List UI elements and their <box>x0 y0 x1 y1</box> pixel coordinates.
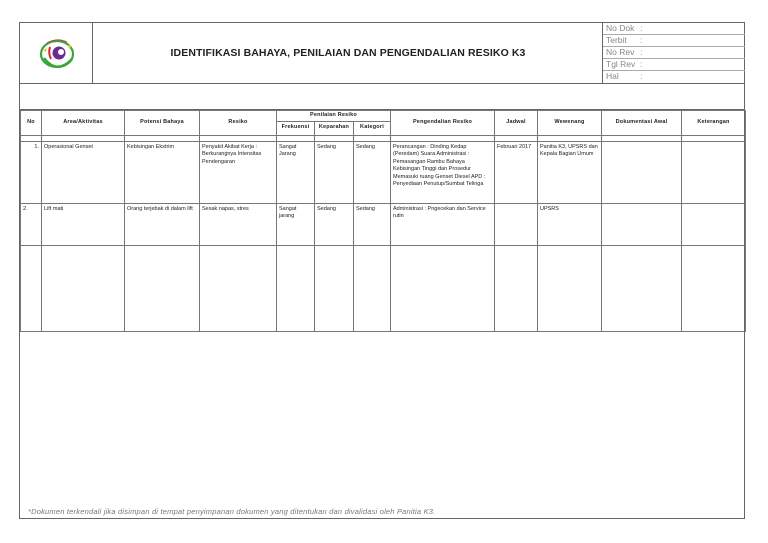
meta-value: : <box>640 23 643 33</box>
meta-no-rev <box>603 47 745 59</box>
table-row <box>21 245 746 331</box>
col-header-area: Area/Aktivitas <box>42 111 125 136</box>
meta-label: No Rev <box>606 47 635 57</box>
cell-keparahan: Sedang <box>315 141 354 203</box>
cell-jadwal: Februari 2017 <box>495 141 538 203</box>
table-row <box>21 203 746 245</box>
meta-tgl-rev <box>603 59 745 71</box>
col-header-keterangan: Keterangan <box>682 111 746 136</box>
meta-label: Tgl Rev <box>606 59 636 69</box>
meta-label: Terbit <box>606 35 627 45</box>
cell-resiko: Penyakit Akibat Kerja : Berkurangnya Intensitas Pendengaran <box>200 141 277 203</box>
meta-terbit <box>603 35 745 47</box>
table-row <box>21 141 746 203</box>
cell-keterangan <box>682 203 746 245</box>
logo-cell <box>20 23 93 83</box>
col-header-penilaian: Penilaian Resiko <box>277 111 391 122</box>
cell-keparahan: Sedang <box>315 203 354 245</box>
cell-wewenang: UPSRS <box>538 203 602 245</box>
document-header <box>20 23 744 84</box>
meta-value: : <box>640 59 643 69</box>
col-header-kategori: Kategori <box>354 121 391 135</box>
cell-area: Operasional Genset <box>42 141 125 203</box>
cell-frekuensi: Sangat Jarang <box>277 141 315 203</box>
cell-keterangan <box>682 141 746 203</box>
cell-pengendalian: Perancangan : Dinding Kedap (Peredam) Suara Administrasi : Pemasangan Rambu Bahaya Kebisingan Tinggi dan Prosedur Memasuki ruang Genset Diesel APD : Penyediaan Penutup/Sumbat Telinga <box>391 141 495 203</box>
cell-wewenang: Panitia K3, UPSRS dan Kepala Bagian Umum <box>538 141 602 203</box>
footer-note: *Dokumen terkendali jika disimpan di tempat penyimpanan dokumen yang ditentukan dan divalidasi oleh Panitia K3. <box>28 507 436 516</box>
cell-no: 2. <box>21 203 42 245</box>
meta-value: : <box>640 71 643 81</box>
meta-value: : <box>640 47 643 57</box>
cell-dokumentasi <box>602 141 682 203</box>
cell-jadwal <box>495 203 538 245</box>
meta-no-dok <box>603 23 745 35</box>
col-header-jadwal: Jadwal <box>495 111 538 136</box>
cell-area: Lift mati <box>42 203 125 245</box>
cell-potensi: Orang terjebak di dalam lift <box>125 203 200 245</box>
col-header-keparahan: Keparahan <box>315 121 354 135</box>
hospital-logo-icon <box>20 23 93 83</box>
cell-pengendalian: Administrasi : Pngecekan dan Service rutin <box>391 203 495 245</box>
col-header-wewenang: Wewenang <box>538 111 602 136</box>
risk-table <box>20 110 746 332</box>
document-title: IDENTIFIKASI BAHAYA, PENILAIAN DAN PENGENDALIAN RESIKO K3 <box>170 47 526 59</box>
col-header-no: No <box>21 111 42 136</box>
meta-value: : <box>640 35 643 45</box>
col-header-pengendalian: Pengendalian Resiko <box>391 111 495 136</box>
cell-frekuensi: Sangat jarang <box>277 203 315 245</box>
meta-label: No Dok <box>606 23 635 33</box>
col-header-resiko: Resiko <box>200 111 277 136</box>
document-frame <box>19 22 745 519</box>
col-header-dokumentasi: Dokumentasi Awal <box>602 111 682 136</box>
cell-dokumentasi <box>602 203 682 245</box>
blank-band <box>20 84 744 110</box>
cell-potensi: Kebisingan Ekstrim <box>125 141 200 203</box>
cell-kategori: Sedang <box>354 141 391 203</box>
cell-kategori: Sedang <box>354 203 391 245</box>
meta-label: Hal <box>606 71 619 81</box>
col-header-frekuensi: Frekuensi <box>277 121 315 135</box>
col-header-potensi: Potensi Bahaya <box>125 111 200 136</box>
cell-resiko: Sesak napas, stres <box>200 203 277 245</box>
document-meta <box>602 23 745 83</box>
cell-no: 1. <box>21 141 42 203</box>
meta-hal <box>603 71 745 83</box>
